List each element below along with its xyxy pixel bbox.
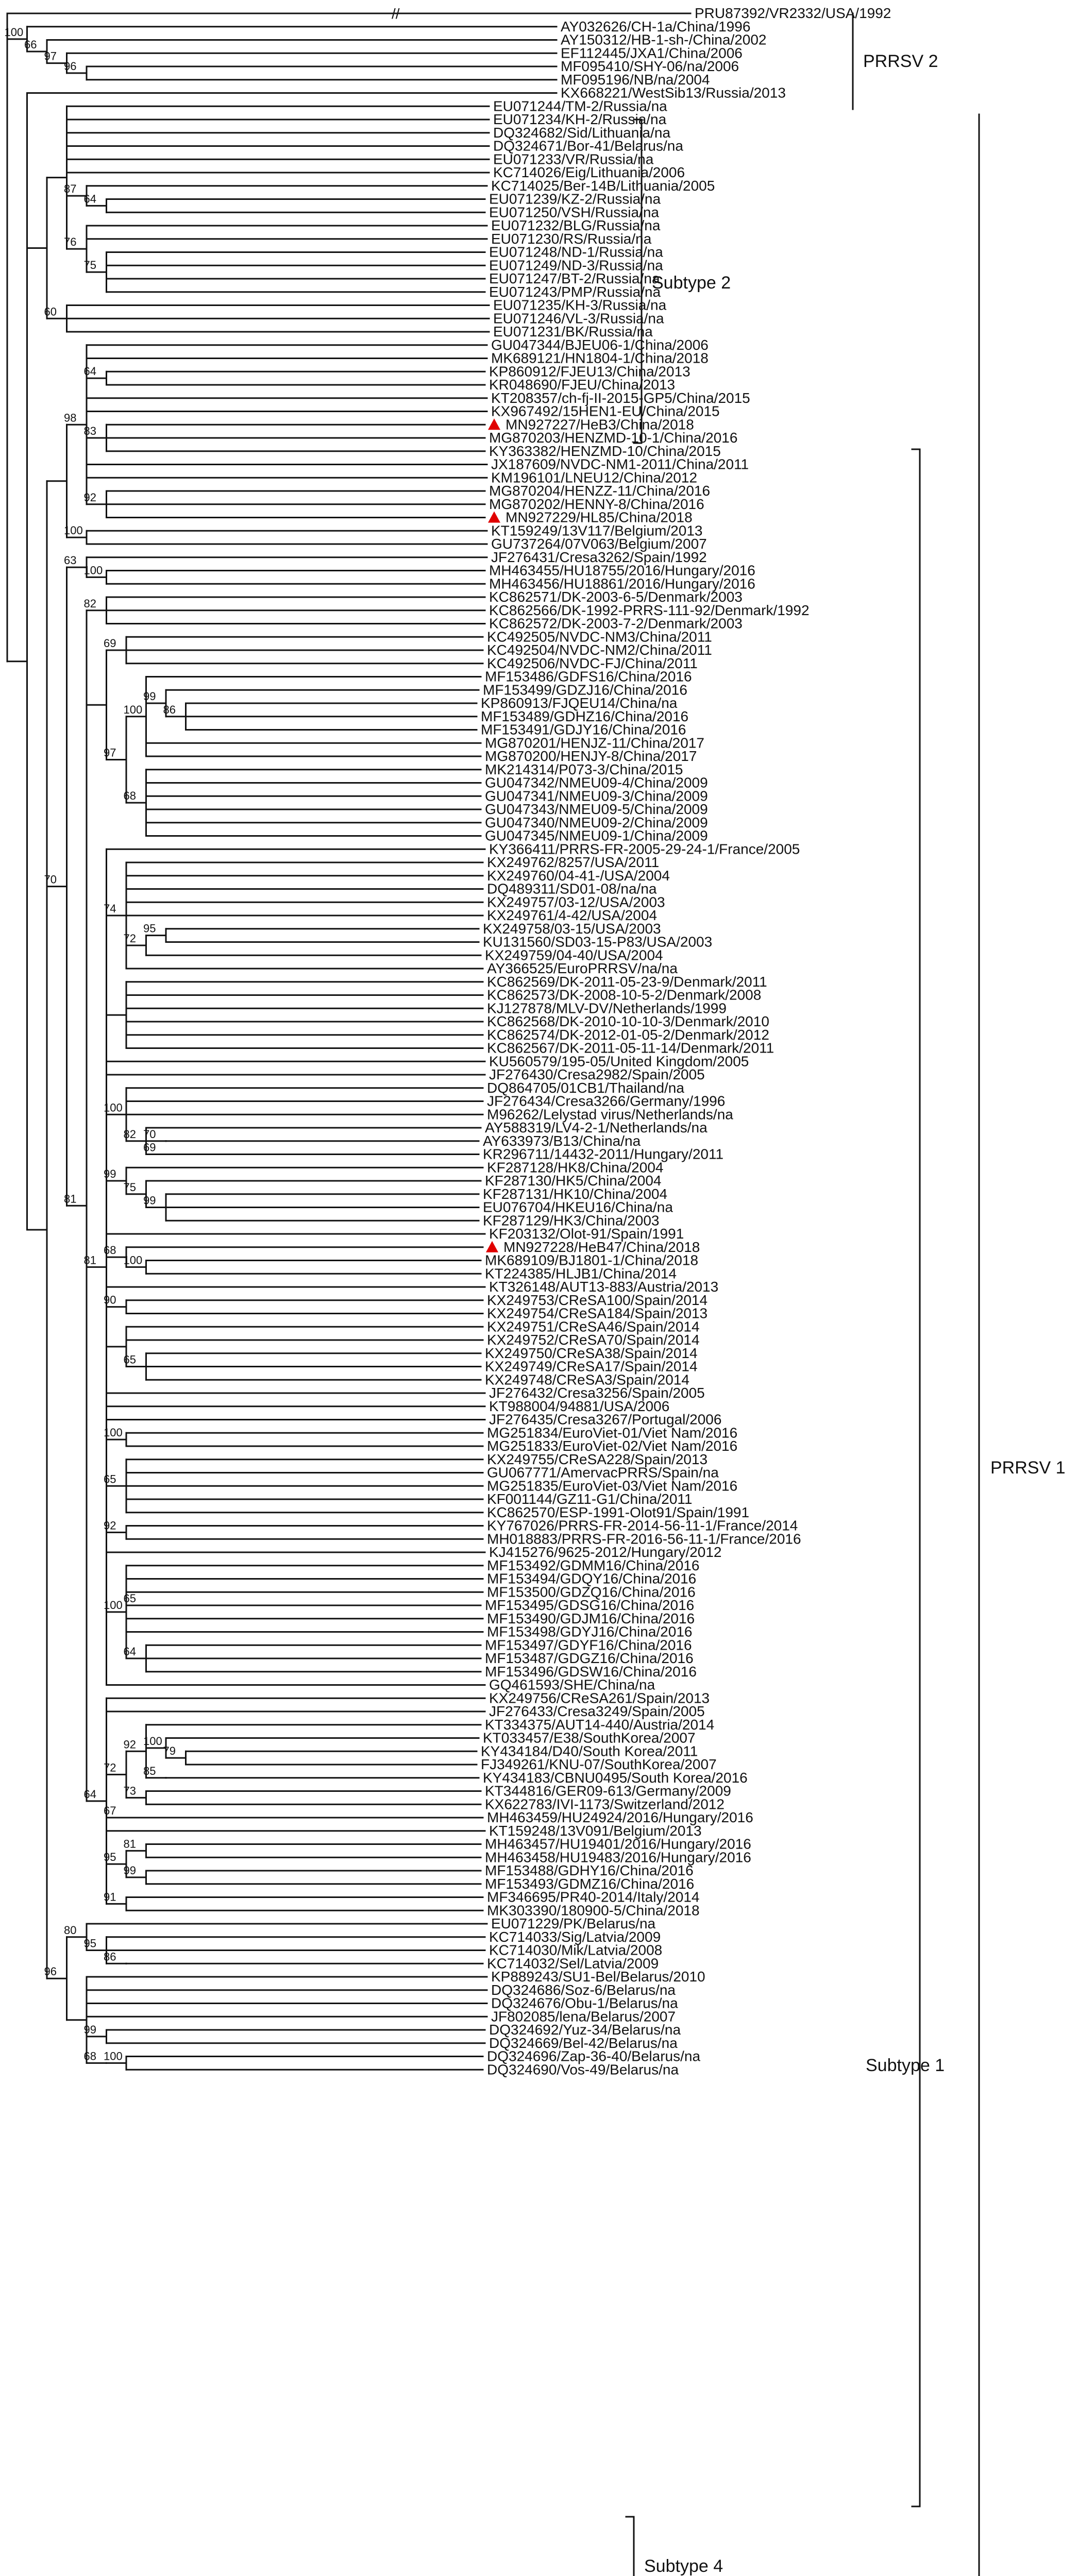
bootstrap-value: 69: [104, 637, 116, 650]
taxon-label: KC714032/Sel/Latvia/2009: [487, 1955, 659, 1972]
taxon-label: MG251833/EuroViet-02/Viet Nam/2016: [487, 1438, 738, 1454]
taxon-label: AY150312/HB-1-sh-/China/2002: [561, 31, 767, 48]
bootstrap-value: 99: [123, 1863, 136, 1877]
bootstrap-value: 92: [83, 490, 96, 504]
taxon-label: MH018883/PRRS-FR-2016-56-11-1/France/2016: [487, 1531, 801, 1547]
red-triangle-marker-icon: [488, 512, 500, 523]
taxon-label: MF153498/GDYJ16/China/2016: [487, 1623, 693, 1640]
bootstrap-value: 85: [143, 1764, 156, 1777]
taxon-label: MF346695/PR40-2014/Italy/2014: [487, 1889, 700, 1905]
taxon-label: KT988004/94881/USA/2006: [489, 1398, 670, 1414]
taxon-label: GU047345/NMEU09-1/China/2009: [485, 827, 708, 844]
taxon-label: KX249749/CReSA17/Spain/2014: [485, 1358, 698, 1375]
prrsv1-label: PRRSV 1: [990, 1458, 1066, 1478]
taxon-label: EU071243/PMP/Russia/na: [489, 283, 661, 300]
taxon-label: MK303390/180900-5/China/2018: [487, 1902, 700, 1919]
taxon-label: GU047344/BJEU06-1/China/2006: [491, 336, 709, 353]
taxon-label: KC714033/Sig/Latvia/2009: [489, 1928, 661, 1945]
bootstrap-value: 75: [123, 1180, 136, 1194]
bootstrap-value: 60: [44, 305, 57, 318]
taxon-label: KX967492/15HEN1-EU/China/2015: [491, 403, 720, 419]
taxon-label: MF095196/NB/na/2004: [561, 71, 710, 88]
taxon-label: KX249761/4-42/USA/2004: [487, 907, 658, 923]
taxon-label: DQ324690/Vos-49/Belarus/na: [487, 2061, 679, 2078]
taxon-label: EU071235/KH-3/Russia/na: [493, 297, 667, 313]
bootstrap-value: 95: [104, 1851, 116, 1864]
bootstrap-value: 66: [24, 38, 37, 52]
taxon-label: MN927227/HeB3/China/2018: [506, 416, 694, 433]
bootstrap-value: 69: [143, 1141, 156, 1154]
taxon-label: AY633973/B13/China/na: [483, 1132, 641, 1149]
taxon-label: EU071246/VL-3/Russia/na: [493, 310, 664, 327]
taxon-label: MK214314/P073-3/China/2015: [485, 761, 683, 777]
bootstrap-value: 79: [163, 1744, 176, 1758]
taxon-label: EU071231/BK/Russia/na: [493, 324, 653, 340]
taxon-label: MG870201/HENJZ-11/China/2017: [485, 735, 704, 751]
taxon-label: MN927228/HeB47/China/2018: [503, 1239, 700, 1255]
taxon-label: MF153490/GDJM16/China/2016: [487, 1610, 695, 1626]
taxon-label: DQ864705/01CB1/Thailand/na: [487, 1079, 684, 1096]
bootstrap-value: 100: [104, 2049, 123, 2063]
taxon-label: KX622783/IVI-1173/Switzerland/2012: [485, 1796, 725, 1812]
bootstrap-value: 74: [104, 902, 116, 915]
bootstrap-value: 63: [64, 554, 77, 567]
taxon-label: KY366411/PRRS-FR-2005-29-24-1/France/2005: [489, 841, 800, 857]
taxon-label: EU071233/VR/Russia/na: [493, 151, 654, 167]
taxon-label: MF153496/GDSW16/China/2016: [485, 1663, 697, 1680]
taxon-label: DQ324696/Zap-36-40/Belarus/na: [487, 2048, 701, 2064]
bootstrap-value: 72: [123, 931, 136, 945]
taxon-label: FJ349261/KNU-07/SouthKorea/2007: [481, 1756, 717, 1772]
red-triangle-marker-icon: [486, 1241, 498, 1252]
taxon-label: KX249759/04-40/USA/2004: [485, 947, 663, 963]
taxon-label: GU047341/NMEU09-3/China/2009: [485, 788, 708, 804]
taxon-label: MN927229/HL85/China/2018: [506, 509, 693, 526]
bootstrap-value: 95: [143, 922, 156, 935]
bootstrap-value: 100: [123, 703, 143, 716]
taxon-label: DQ324676/Obu-1/Belarus/na: [491, 1995, 678, 2011]
taxon-label: KC492506/NVDC-FJ/China/2011: [487, 655, 698, 671]
taxon-label: KF203132/Olot-91/Spain/1991: [489, 1226, 684, 1242]
bootstrap-value: 68: [83, 2049, 96, 2063]
taxon-label: JX187609/NVDC-NM1-2011/China/2011: [491, 456, 749, 472]
taxon-label: KY434183/CBNU0495/South Korea/2016: [483, 1769, 748, 1786]
taxon-label: MF095410/SHY-06/na/2006: [561, 58, 739, 74]
taxon-label: JF276435/Cresa3267/Portugal/2006: [489, 1411, 722, 1428]
taxon-label: EU071250/VSH/Russia/na: [489, 204, 659, 221]
bootstrap-value: 100: [104, 1101, 123, 1114]
bootstrap-value: 96: [44, 1965, 57, 1978]
bootstrap-value: 99: [143, 690, 156, 703]
red-triangle-marker-icon: [488, 418, 500, 430]
taxon-label: DQ324669/Bel-42/Belarus/na: [489, 2035, 678, 2051]
taxon-label: M96262/Lelystad virus/Netherlands/na: [487, 1106, 733, 1123]
taxon-label: EU071247/BT-2/Russia/na: [489, 270, 660, 286]
taxon-label: GQ461593/SHE/China/na: [489, 1676, 655, 1693]
taxon-label: KU131560/SD03-15-P83/USA/2003: [483, 934, 713, 950]
taxon-label: AY366525/EuroPRRSV/na/na: [487, 960, 678, 976]
taxon-label: KC862566/DK-1992-PRRS-111-92/Denmark/1992: [489, 602, 810, 618]
taxon-label: KT159249/13V117/Belgium/2013: [491, 522, 703, 539]
bootstrap-value: 65: [104, 1472, 116, 1486]
taxon-label: KC862571/DK-2003-6-5/Denmark/2003: [489, 589, 743, 605]
taxon-label: KF287131/HK10/China/2004: [483, 1185, 668, 1202]
taxon-label: MF153494/GDQY16/China/2016: [487, 1570, 697, 1587]
taxon-label: KC862574/DK-2012-01-05-2/Denmark/2012: [487, 1026, 769, 1043]
bootstrap-value: 96: [64, 59, 77, 73]
taxon-label: KC492505/NVDC-NM3/China/2011: [487, 629, 712, 645]
taxon-label: EU071230/RS/Russia/na: [491, 230, 652, 247]
taxon-label: KJ415276/9625-2012/Hungary/2012: [489, 1544, 722, 1560]
taxon-label: AY588319/LV4-2-1/Netherlands/na: [485, 1120, 708, 1136]
bootstrap-value: 73: [123, 1784, 136, 1798]
taxon-label: MF153495/GDSG16/China/2016: [485, 1597, 695, 1613]
bootstrap-value: 82: [83, 597, 96, 610]
taxon-label: KY767026/PRRS-FR-2014-56-11-1/France/2014: [487, 1517, 798, 1534]
bootstrap-value: 64: [83, 1787, 96, 1801]
taxon-label: MG870202/HENNY-8/China/2016: [489, 496, 704, 512]
bootstrap-value: 86: [163, 703, 176, 716]
taxon-label: MH463457/HU19401/2016/Hungary/2016: [485, 1836, 751, 1852]
bootstrap-value: 81: [64, 1192, 77, 1206]
taxon-label: MG870204/HENZZ-11/China/2016: [489, 483, 711, 499]
taxon-label: KF287129/HK3/China/2003: [483, 1212, 660, 1229]
bootstrap-value: 97: [104, 746, 116, 759]
taxon-label: EU071229/PK/Belarus/na: [491, 1916, 656, 1931]
bootstrap-value: 86: [104, 1950, 116, 1963]
bootstrap-value: 70: [143, 1127, 156, 1141]
bootstrap-value: 75: [83, 259, 96, 272]
taxon-label: JF276430/Cresa2982/Spain/2005: [489, 1066, 705, 1082]
bootstrap-value: 100: [123, 1253, 143, 1267]
bootstrap-value: 95: [83, 1937, 96, 1950]
taxon-label: EU071239/KZ-2/Russia/na: [489, 191, 661, 207]
taxon-label: MG870203/HENZMD-10-1/China/2016: [489, 430, 738, 446]
bootstrap-value: 80: [64, 1923, 77, 1937]
taxon-label: KP860913/FJQEU14/China/na: [481, 695, 678, 711]
taxon-label: MF153491/GDJY16/China/2016: [481, 721, 686, 738]
taxon-label: DQ324682/Sid/Lithuania/na: [493, 124, 671, 141]
taxon-label: KY434184/D40/South Korea/2011: [481, 1743, 698, 1759]
bootstrap-value: 100: [83, 564, 103, 577]
taxon-label: MG251835/EuroViet-03/Viet Nam/2016: [487, 1478, 738, 1494]
taxon-label: JF276433/Cresa3249/Spain/2005: [489, 1703, 705, 1719]
taxon-label: GU047342/NMEU09-4/China/2009: [485, 774, 708, 791]
taxon-label: KX249755/CReSA228/Spain/2013: [487, 1451, 708, 1467]
bootstrap-value: 91: [104, 1890, 116, 1904]
taxon-label: KC862573/DK-2008-10-5-2/Denmark/2008: [487, 987, 762, 1003]
taxon-label: KC862567/DK-2011-05-11-14/Denmark/2011: [487, 1040, 774, 1056]
taxon-labels: [5, 5, 891, 2077]
taxon-label: EU071244/TM-2/Russia/na: [493, 98, 667, 114]
taxon-label: KP860912/FJEU13/China/2013: [489, 363, 690, 380]
taxon-label: KJ127878/MLV-DV/Netherlands/1999: [487, 1000, 727, 1016]
bootstrap-value: 99: [104, 1167, 116, 1180]
taxon-label: KX249750/CReSA38/Spain/2014: [485, 1345, 698, 1361]
bootstrap-value: 98: [64, 411, 77, 425]
bootstrap-value: 68: [104, 1244, 116, 1257]
taxon-label: GU047340/NMEU09-2/China/2009: [485, 814, 708, 831]
taxon-label: KX249758/03-15/USA/2003: [483, 920, 661, 937]
taxon-label: KC862572/DK-2003-7-2/Denmark/2003: [489, 615, 743, 632]
taxon-label: JF276431/Cresa3262/Spain/1992: [491, 549, 707, 565]
bootstrap-value: 99: [83, 2023, 96, 2036]
bootstrap-value: 64: [83, 365, 96, 378]
taxon-label: MG870200/HENJY-8/China/2017: [485, 748, 697, 764]
bootstrap-value: 82: [123, 1127, 136, 1141]
taxon-label: AY032626/CH-1a/China/1996: [561, 18, 751, 35]
bootstrap-value: 100: [104, 1598, 123, 1612]
taxon-label: KF287130/HK5/China/2004: [485, 1173, 662, 1189]
bootstrap-value: 92: [123, 1738, 136, 1751]
bootstrap-value: 64: [123, 1645, 136, 1658]
bootstrap-value: 100: [143, 1734, 162, 1748]
taxon-label: MH463459/HU24924/2016/Hungary/2016: [487, 1809, 753, 1825]
taxon-label: KY363382/HENZMD-10/China/2015: [489, 443, 721, 459]
bootstrap-value: 65: [123, 1353, 136, 1366]
bootstrap-value: 81: [83, 1253, 96, 1267]
taxon-label: MH463456/HU18861/2016/Hungary/2016: [489, 575, 755, 592]
taxon-label: MF153500/GDZQ16/China/2016: [487, 1584, 696, 1600]
taxon-label: EU071232/BLG/Russia/na: [491, 217, 661, 233]
taxon-label: KX249752/CReSA70/Spain/2014: [487, 1332, 700, 1348]
taxon-label: KC714030/Mik/Latvia/2008: [489, 1942, 663, 1958]
taxon-label: KX249748/CReSA3/Spain/2014: [485, 1371, 689, 1388]
taxon-label: EU071249/ND-3/Russia/na: [489, 257, 663, 274]
bootstrap-value: 100: [64, 524, 83, 537]
taxon-label: MF153497/GDYF16/China/2016: [485, 1637, 692, 1653]
taxon-label: KF287128/HK8/China/2004: [487, 1159, 664, 1176]
taxon-label: KT033457/E38/SouthKorea/2007: [483, 1730, 696, 1746]
taxon-label: KX249757/03-12/USA/2003: [487, 894, 665, 910]
taxon-label: EU071234/KH-2/Russia/na: [493, 111, 667, 127]
taxon-label: KX249756/CReSA261/Spain/2013: [489, 1690, 710, 1706]
taxon-label: MF153486/GDFS16/China/2016: [485, 668, 692, 685]
subtype1-label: Subtype 1: [866, 2056, 945, 2075]
taxon-label: PRU87392/VR2332/USA/1992: [695, 5, 891, 21]
taxon-label: KX668221/WestSib13/Russia/2013: [561, 84, 786, 101]
taxon-label: GU067771/AmervacPRRS/Spain/na: [487, 1464, 719, 1481]
bootstrap-value: 76: [64, 235, 77, 249]
bootstrap-value: 64: [83, 192, 96, 206]
taxon-label: JF802085/lena/Belarus/2007: [491, 2008, 676, 2025]
bootstrap-value: 90: [104, 1293, 116, 1307]
taxon-label: KX249751/CReSA46/Spain/2014: [487, 1318, 700, 1335]
prrsv2-label: PRRSV 2: [863, 52, 938, 71]
bootstrap-value: 100: [104, 1426, 123, 1439]
bootstrap-value: 87: [64, 182, 77, 196]
taxon-label: KC714026/Eig/Lithuania/2006: [493, 164, 685, 180]
taxon-label: KX249760/04-41-/USA/2004: [487, 867, 670, 884]
taxon-label: KX249753/CReSA100/Spain/2014: [487, 1292, 708, 1308]
taxon-label: KC862570/ESP-1991-Olot91/Spain/1991: [487, 1504, 750, 1520]
taxon-label: KT334375/AUT14-440/Austria/2014: [485, 1716, 715, 1733]
taxon-label: KP889243/SU1-Bel/Belarus/2010: [491, 1969, 705, 1985]
taxon-label: MK689121/HN1804-1/China/2018: [491, 350, 709, 366]
bootstrap-value: 65: [123, 1592, 136, 1605]
taxon-label: KC862569/DK-2011-05-23-9/Denmark/2011: [487, 973, 767, 990]
taxon-label: EF112445/JXA1/China/2006: [561, 45, 743, 61]
taxon-label: DQ324686/Soz-6/Belarus/na: [491, 1981, 676, 1998]
bootstrap-value: 81: [123, 1837, 136, 1851]
subtype4-bracket: [626, 2517, 634, 2576]
taxon-label: KC862568/DK-2010-10-10-3/Denmark/2010: [487, 1013, 769, 1029]
taxon-label: JF276434/Cresa3266/Germany/1996: [487, 1093, 726, 1109]
taxon-label: GU737264/07V063/Belgium/2007: [491, 536, 707, 552]
taxon-label: KT159248/13V091/Belgium/2013: [489, 1822, 702, 1839]
taxon-label: DQ324671/Bor-41/Belarus/na: [493, 138, 683, 154]
taxon-label: GU047343/NMEU09-5/China/2009: [485, 801, 708, 817]
taxon-label: EU076704/HKEU16/China/na: [483, 1199, 673, 1215]
subtype1-bracket: [912, 449, 920, 2506]
taxon-label: MH463458/HU19483/2016/Hungary/2016: [485, 1849, 751, 1866]
bootstrap-value: 92: [104, 1519, 116, 1532]
taxon-label: KT326148/AUT13-883/Austria/2013: [489, 1279, 719, 1295]
taxon-label: DQ324692/Yuz-34/Belarus/na: [489, 2022, 681, 2038]
taxon-label: MH463455/HU18755/2016/Hungary/2016: [489, 562, 755, 579]
bootstrap-value: 83: [83, 425, 96, 437]
taxon-label: KX249762/8257/USA/2011: [487, 854, 660, 870]
taxon-label: KM196101/LNEU12/China/2012: [491, 469, 698, 486]
taxon-label: MF153492/GDMM16/China/2016: [487, 1557, 700, 1573]
taxon-label: MF153499/GDZJ16/China/2016: [483, 682, 687, 698]
taxon-label: KT224385/HLJB1/China/2014: [485, 1265, 677, 1282]
taxon-label: EU071248/ND-1/Russia/na: [489, 244, 663, 260]
taxon-label: KF001144/GZ11-G1/China/2011: [487, 1491, 693, 1507]
taxon-label: MF153487/GDGZ16/China/2016: [485, 1650, 694, 1666]
taxon-label: KT208357/ch-fj-II-2015-GP5/China/2015: [491, 389, 750, 406]
taxon-label: MF153489/GDHZ16/China/2016: [481, 708, 689, 724]
taxon-label: KC714025/Ber-14B/Lithuania/2005: [491, 177, 715, 194]
bootstrap-value: 68: [123, 789, 136, 803]
taxon-label: DQ489311/SD01-08/na/na: [487, 880, 657, 897]
taxon-label: JF276432/Cresa3256/Spain/2005: [489, 1385, 705, 1401]
bootstrap-value: 97: [44, 49, 57, 63]
taxon-label: KR048690/FJEU/China/2013: [489, 377, 676, 393]
taxon-label: MG251834/EuroViet-01/Viet Nam/2016: [487, 1425, 738, 1441]
bootstrap-value: 70: [44, 873, 57, 886]
taxon-label: MK689109/BJ1801-1/China/2018: [485, 1252, 699, 1268]
subtype2-label: Subtype 2: [652, 273, 731, 293]
taxon-label: MF153488/GDHY16/China/2016: [485, 1862, 694, 1878]
taxon-label: KX249754/CReSA184/Spain/2013: [487, 1305, 708, 1321]
taxon-label: KC492504/NVDC-NM2/China/2011: [487, 642, 712, 658]
taxon-label: KU560579/195-05/United Kingdom/2005: [489, 1053, 749, 1070]
subtype4-label: Subtype 4: [644, 2556, 723, 2576]
taxon-label: MF153493/GDMZ16/China/2016: [485, 1875, 695, 1892]
bootstrap-value: 72: [104, 1761, 116, 1774]
taxon-label: KR296711/14432-2011/Hungary/2011: [483, 1146, 724, 1162]
bootstrap-value: 99: [143, 1194, 156, 1207]
bootstrap-value: 67: [104, 1804, 116, 1817]
taxon-label: KT344816/GER09-613/Germany/2009: [485, 1783, 731, 1799]
branch-break-mark: //: [392, 6, 400, 22]
bootstrap-value: 100: [4, 25, 24, 39]
